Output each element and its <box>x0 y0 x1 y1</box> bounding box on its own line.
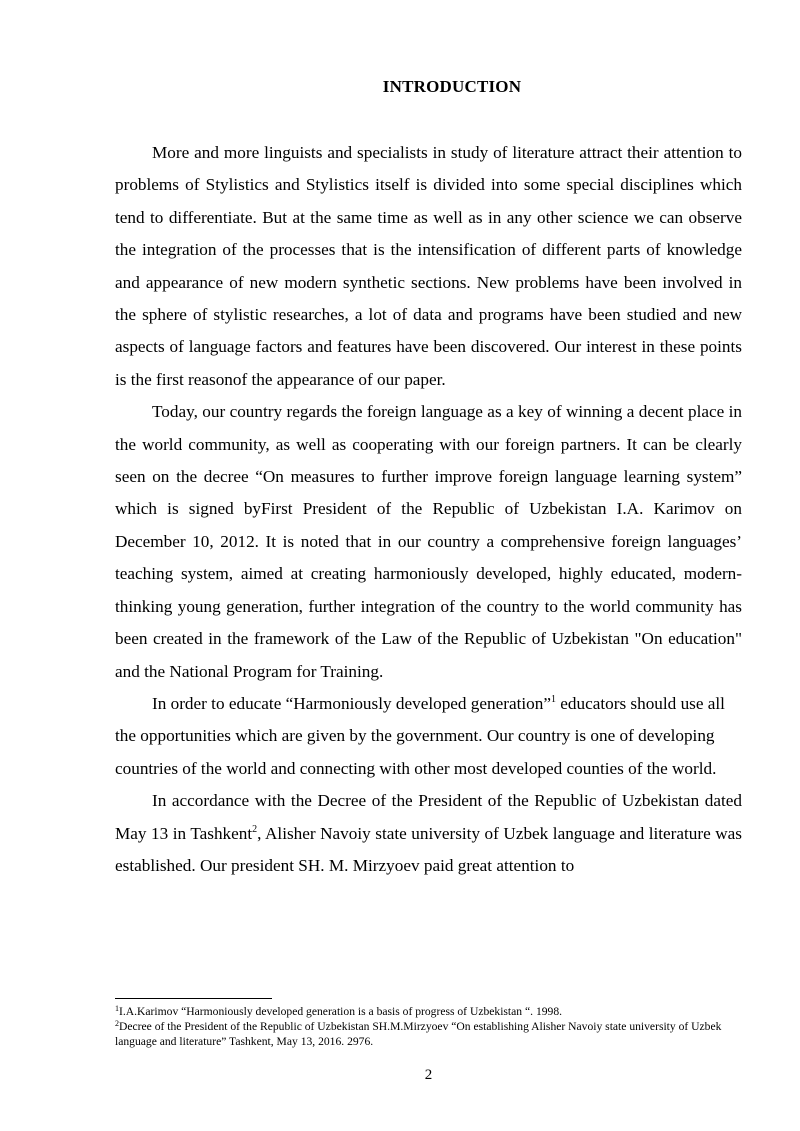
footnote-2-text: Decree of the President of the Republic of Uzbekistan SH.M.Mirzyoev “On establishing Alisher Navoiy state university of Uzbek language and literature” Tashkent, May 13, 2016. 2976. <box>115 1020 722 1048</box>
footnotes <box>115 1004 742 1049</box>
footnote-separator <box>115 998 272 999</box>
footnote-1-marker: 1 <box>115 1004 119 1013</box>
paragraph-4 <box>115 785 742 882</box>
page-heading: INTRODUCTION <box>382 77 522 96</box>
body-text <box>115 137 742 882</box>
footnote-2 <box>115 1019 742 1049</box>
footnote-2-marker: 2 <box>115 1019 119 1028</box>
paragraph-3-text-end: educators should use all the opportunities which are given by the government. Our country is one of developing countries of the world and connecting with other most developed counties of the world. <box>115 693 725 778</box>
paragraph-4-text-end: , Alisher Navoiy state university of Uzbek language and literature was established. Our president SH. M. Mirzyoev paid great attention to <box>115 823 742 875</box>
paragraph-2: Today, our country regards the foreign language as a key of winning a decent place in the world community, as well as cooperating with our foreign partners. It can be clearly seen on the decree “On measures to further improve foreign language learning system” which is signed byFirst President of the Republic of Uzbekistan I.A. Karimov on December 10, 2012. It is noted that in our country a comprehensive foreign languages’ teaching system, aimed at creating harmoniously developed, highly educated, modern-thinking young generation, further integration of the country to the world community has been created in the framework of the Law of the Republic of Uzbekistan "On education" and the National Program for Training. <box>115 402 742 681</box>
paragraph-3-text-start: In order to educate “Harmoniously developed generation” <box>152 693 551 713</box>
footnote-reference-1: 1 <box>550 693 556 705</box>
paragraph-1: More and more linguists and specialists in study of literature attract their attention to problems of Stylistics and Stylistics itself is divided into some special disciplines which tend to differentiate. But at the same time as well as in any other science we can observe the integration of the processes that is the intensification of different parts of knowledge and appearance of new modern synthetic sections. New problems have been involved in the sphere of stylistic researches, a lot of data and programs have been studied and new aspects of language factors and features have been discovered. Our interest in these points is the first reasonof the appearance of our paper. <box>115 143 742 389</box>
footnote-1 <box>115 1004 742 1019</box>
page-number: 2 <box>424 1067 433 1083</box>
paragraph-4-text-start: In accordance with the Decree of the President of the Republic of Uzbekistan dated May 13 in Tashkent <box>115 791 742 843</box>
footnote-1-text: I.A.Karimov “Harmoniously developed generation is a basis of progress of Uzbekistan “. 1998. <box>119 1005 563 1018</box>
footnote-reference-2: 2 <box>252 823 258 835</box>
paragraph-3 <box>115 688 742 785</box>
